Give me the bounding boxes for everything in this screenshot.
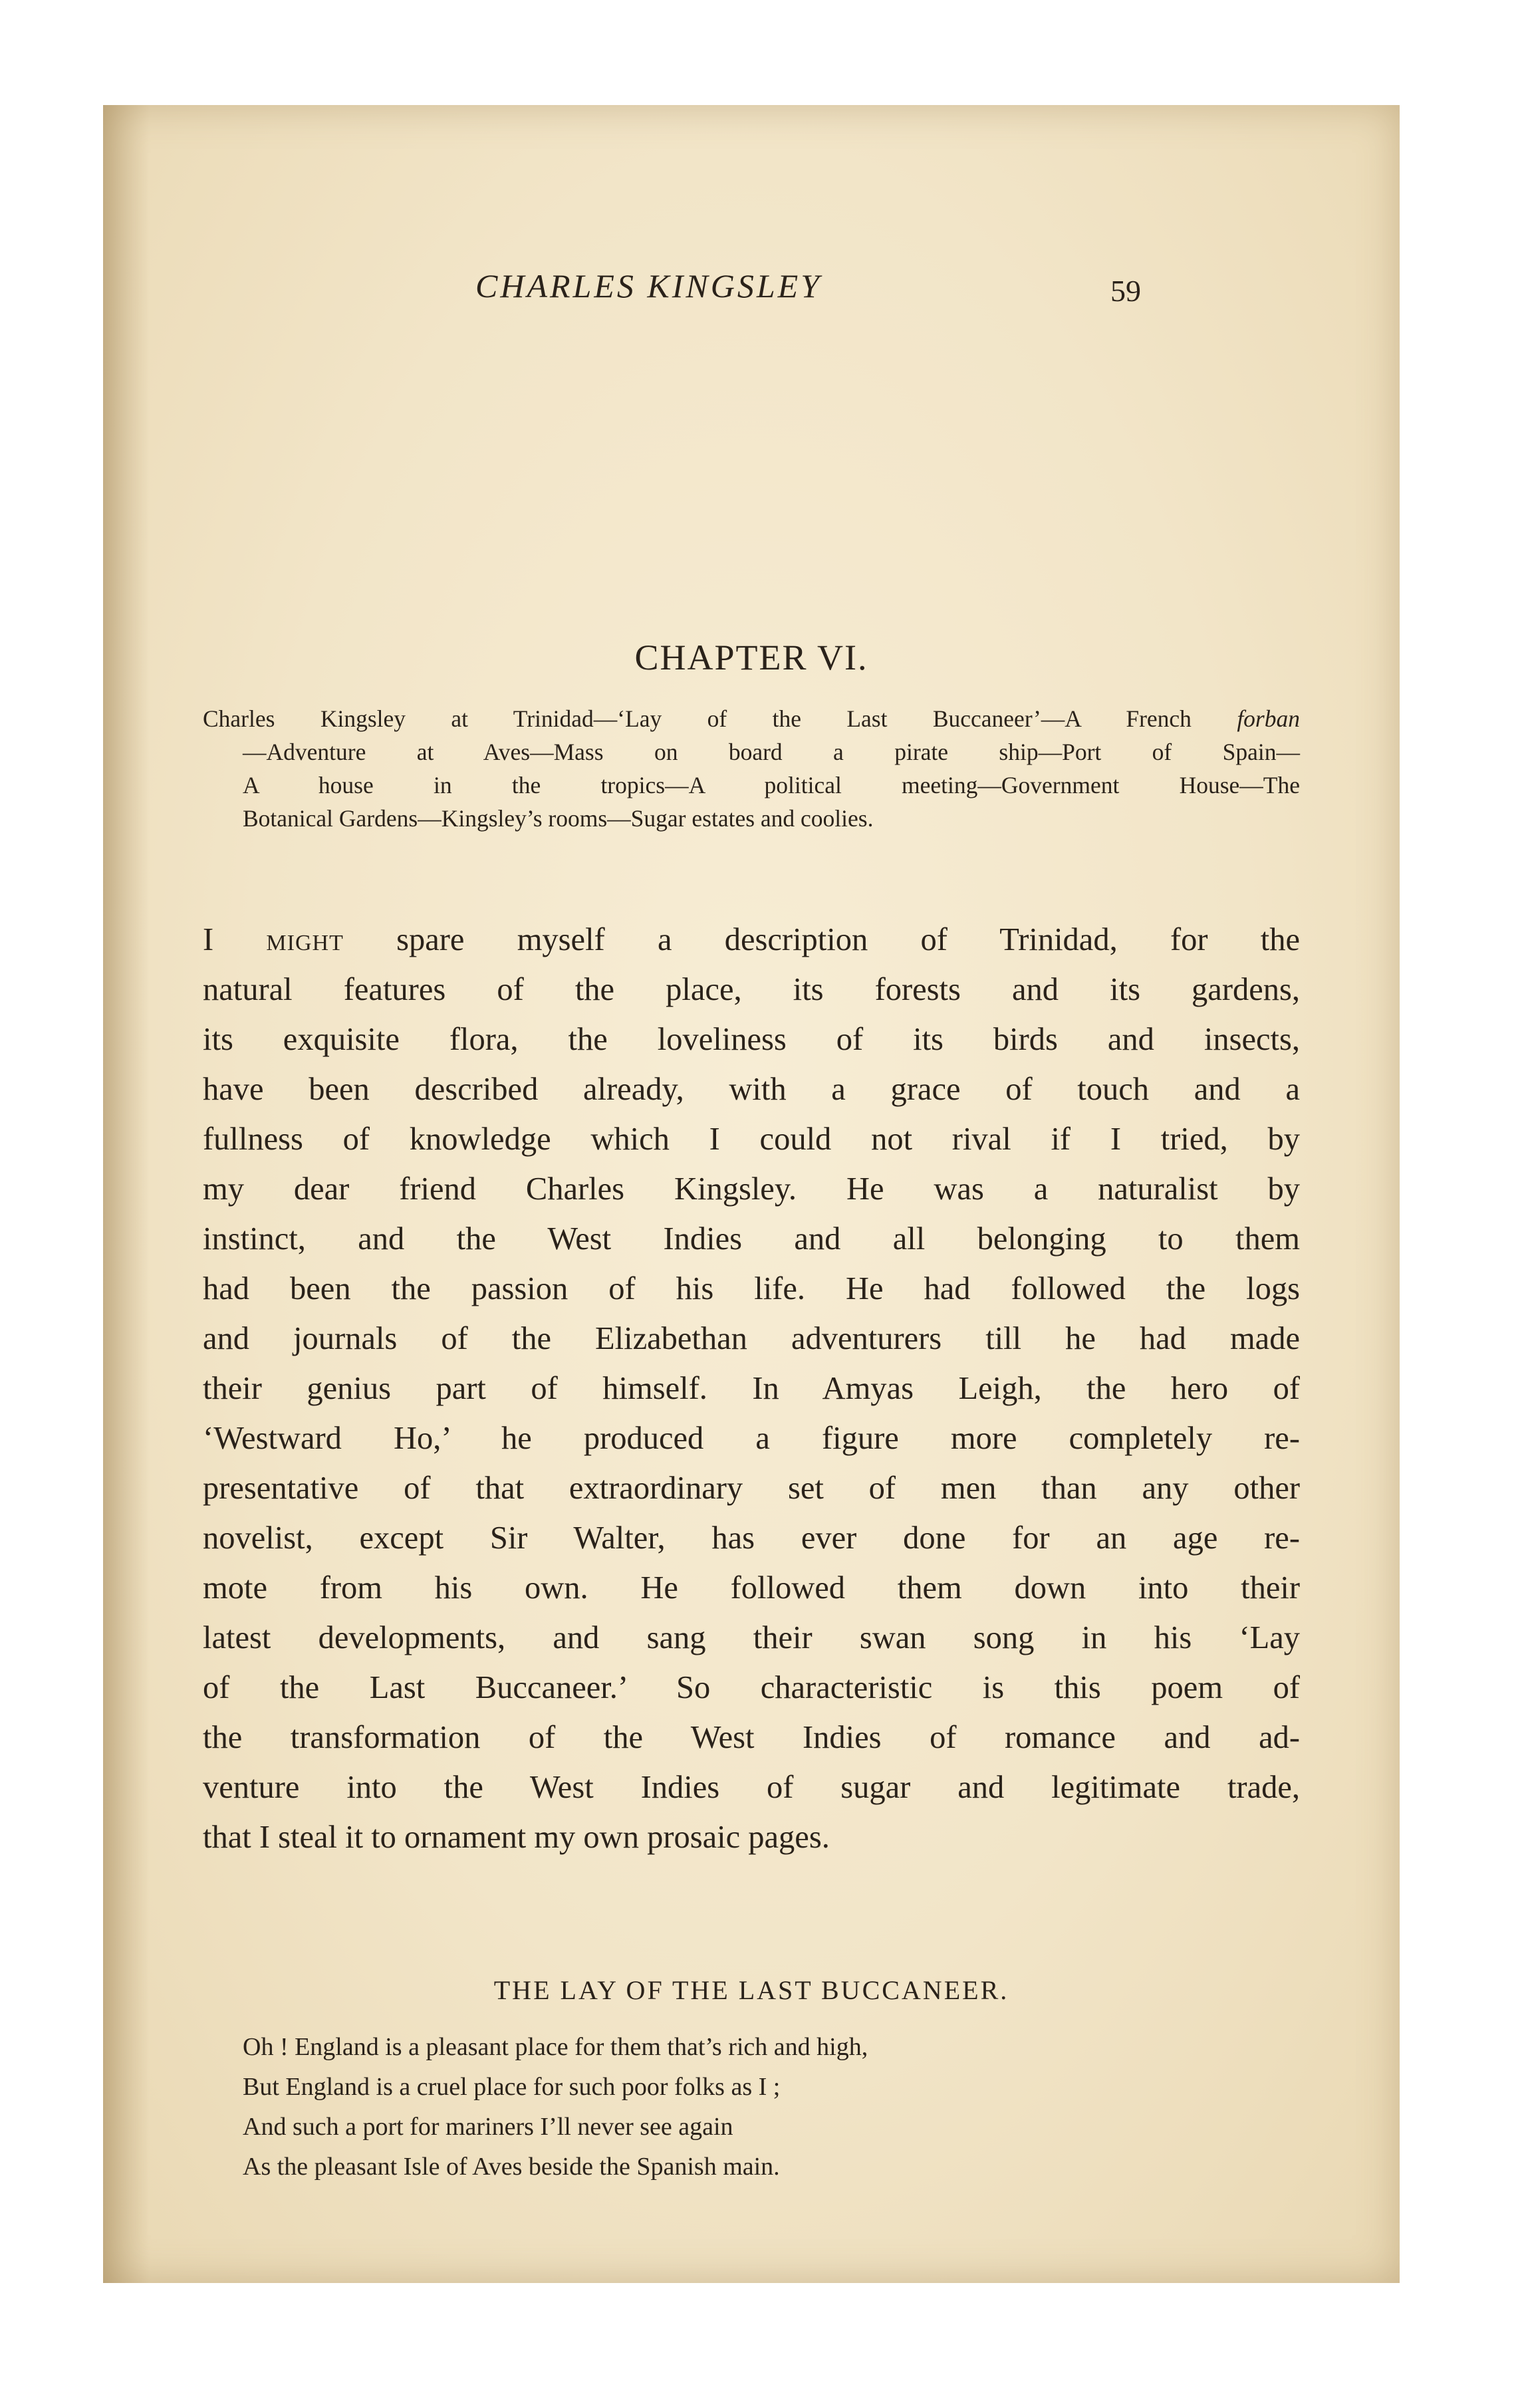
body-line: novelist, except Sir Walter, has ever done for an age re- [203,1520,1300,1556]
synopsis-line: —Adventure at Aves—Mass on board a pirate ship—Port of Spain— [243,739,1300,765]
body-line: have been described already, with a grace of touch and a [203,1072,1300,1107]
poem-line: Oh ! England is a pleasant place for them that’s rich and high, [243,2033,868,2061]
body-line: latest developments, and sang their swan song in his ‘Lay [203,1620,1300,1655]
opening-word: I [203,922,214,957]
body-line: fullness of knowledge which I could not rival if I tried, by [203,1122,1300,1157]
poem-stanza [243,2027,868,2187]
body-line: its exquisite flora, the loveliness of its birds and insects, [203,1022,1300,1057]
poem-line: And such a port for mariners I’ll never see again [243,2113,733,2141]
book-page [103,105,1400,2283]
page-number: 59 [1110,274,1141,308]
running-head [103,267,1400,320]
body-line: of the Last Buccaneer.’ So characteristic is this poem of [203,1670,1300,1705]
poem-line: But England is a cruel place for such poor folks as I ; [243,2073,781,2101]
body-line: I might spare myself a description of Trinidad, for the [203,922,1301,957]
body-line: venture into the West Indies of sugar and legitimate trade, [203,1770,1300,1805]
body-line: had been the passion of his life. He had followed the logs [203,1271,1300,1306]
chapter-title: CHAPTER VI. [634,638,868,677]
body-line: instinct, and the West Indies and all belonging to them [203,1221,1300,1257]
synopsis-line: A house in the tropics—A political meeting—Government House—The [243,772,1300,798]
running-title: CHARLES KINGSLEY [475,267,822,304]
poem-title: THE LAY OF THE LAST BUCCANEER. [493,1975,1009,2005]
chapter-synopsis [203,702,1300,835]
body-line: my dear friend Charles Kingsley. He was a naturalist by [203,1171,1300,1207]
opening-smallcaps: might [266,922,344,957]
body-line: the transformation of the West Indies of romance and ad- [203,1720,1300,1755]
body-line: natural features of the place, its forests and its gardens, [203,972,1300,1007]
synopsis-line: Botanical Gardens—Kingsley’s rooms—Sugar estates and coolies. [243,805,874,832]
body-line: their genius part of himself. In Amyas Leigh, the hero of [203,1371,1300,1406]
body-line: presentative of that extraordinary set of men than any other [203,1471,1300,1506]
body-line: mote from his own. He followed them down into their [203,1570,1300,1606]
body-text [203,915,1300,1862]
poem-line: As the pleasant Isle of Aves beside the Spanish main. [243,2153,780,2181]
body-line: and journals of the Elizabethan adventurers till he had made [203,1321,1300,1356]
synopsis-line: Charles Kingsley at Trinidad—‘Lay of the Last Buccaneer’—A French forban [203,705,1300,732]
synopsis-italic-word: forban [1237,705,1300,732]
body-line: ‘Westward Ho,’ he produced a figure more completely re- [203,1421,1300,1456]
body-line: that I steal it to ornament my own prosaic pages. [203,1820,830,1855]
